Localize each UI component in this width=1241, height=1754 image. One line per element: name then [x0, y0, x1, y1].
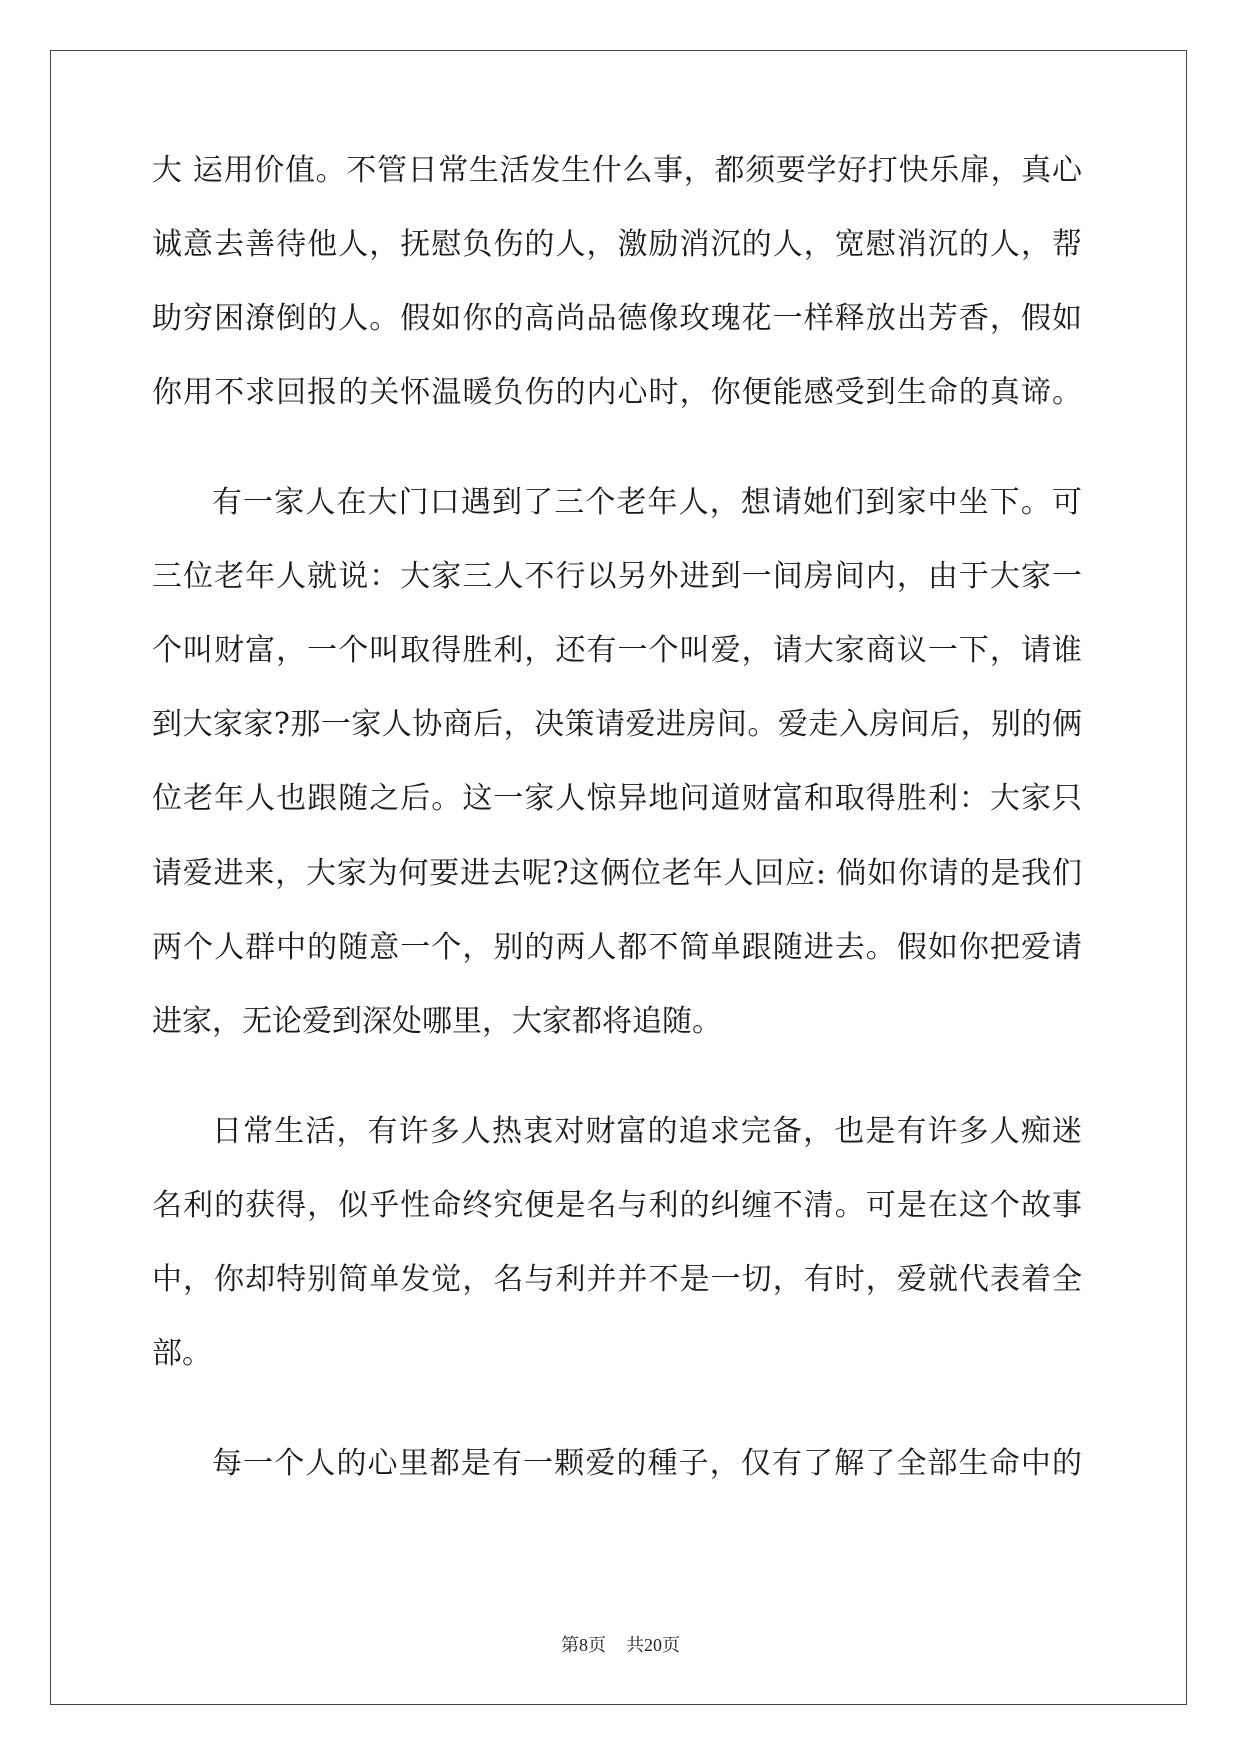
- page-number: 第8页: [561, 1635, 606, 1655]
- text-line: 两个人群中的随意一个，别的两人都不简单跟随进去。假如你把爱请: [152, 930, 1082, 965]
- page-total: 共20页: [626, 1635, 680, 1655]
- text-line: 进家，无论爱到深处哪里，大家都将追随。: [152, 1004, 722, 1039]
- text-line: 中，你却特别简单发觉，名与利并并不是一切，有时，爱就代表着全: [152, 1262, 1082, 1297]
- text-line: 个叫财富，一个叫取得胜利，还有一个叫爱，请大家商议一下，请谁: [152, 633, 1082, 668]
- page-footer: [0, 1634, 1241, 1656]
- text-line: 位老年人也跟随之后。这一家人惊异地问道财富和取得胜利：大家只: [152, 781, 1082, 816]
- text-line: 三位老年人就说：大家三人不行以另外进到一间房间内，由于大家一: [152, 559, 1082, 594]
- text-line: 请爱进来，大家为何要进去呢?这俩位老年人回应: 倘如你请的是我们: [152, 856, 1082, 891]
- text-line: 名利的获得，似乎性命终究便是名与利的纠缠不清。可是在这个故事: [152, 1188, 1082, 1223]
- paragraph-first-line: 有一家人在大门口遇到了三个老年人，想请她们到家中坐下。可: [212, 485, 1082, 520]
- paragraph-first-line: 每一个人的心里都是有一颗爱的種子，仅有了解了全部生命中的: [212, 1446, 1082, 1481]
- text-line: 大 运用价值。不管日常生活发生什么事，都须要学好打快乐扉，真心: [152, 153, 1082, 188]
- paragraph-first-line: 日常生活，有许多人热衷对财富的追求完备，也是有许多人痴迷: [212, 1114, 1082, 1149]
- text-line: 助穷困潦倒的人。假如你的高尚品德像玫瑰花一样释放出芳香，假如: [152, 301, 1082, 336]
- text-line: 部。: [152, 1336, 212, 1371]
- text-line: 到大家家?那一家人协商后，决策请爱进房间。爱走入房间后，别的俩: [152, 707, 1082, 742]
- text-line: 诚意去善待他人，抚慰负伤的人，激励消沉的人，宽慰消沉的人，帮: [152, 227, 1082, 262]
- text-line: 你用不求回报的关怀温暖负伤的内心时，你便能感受到生命的真谛。: [152, 375, 1082, 410]
